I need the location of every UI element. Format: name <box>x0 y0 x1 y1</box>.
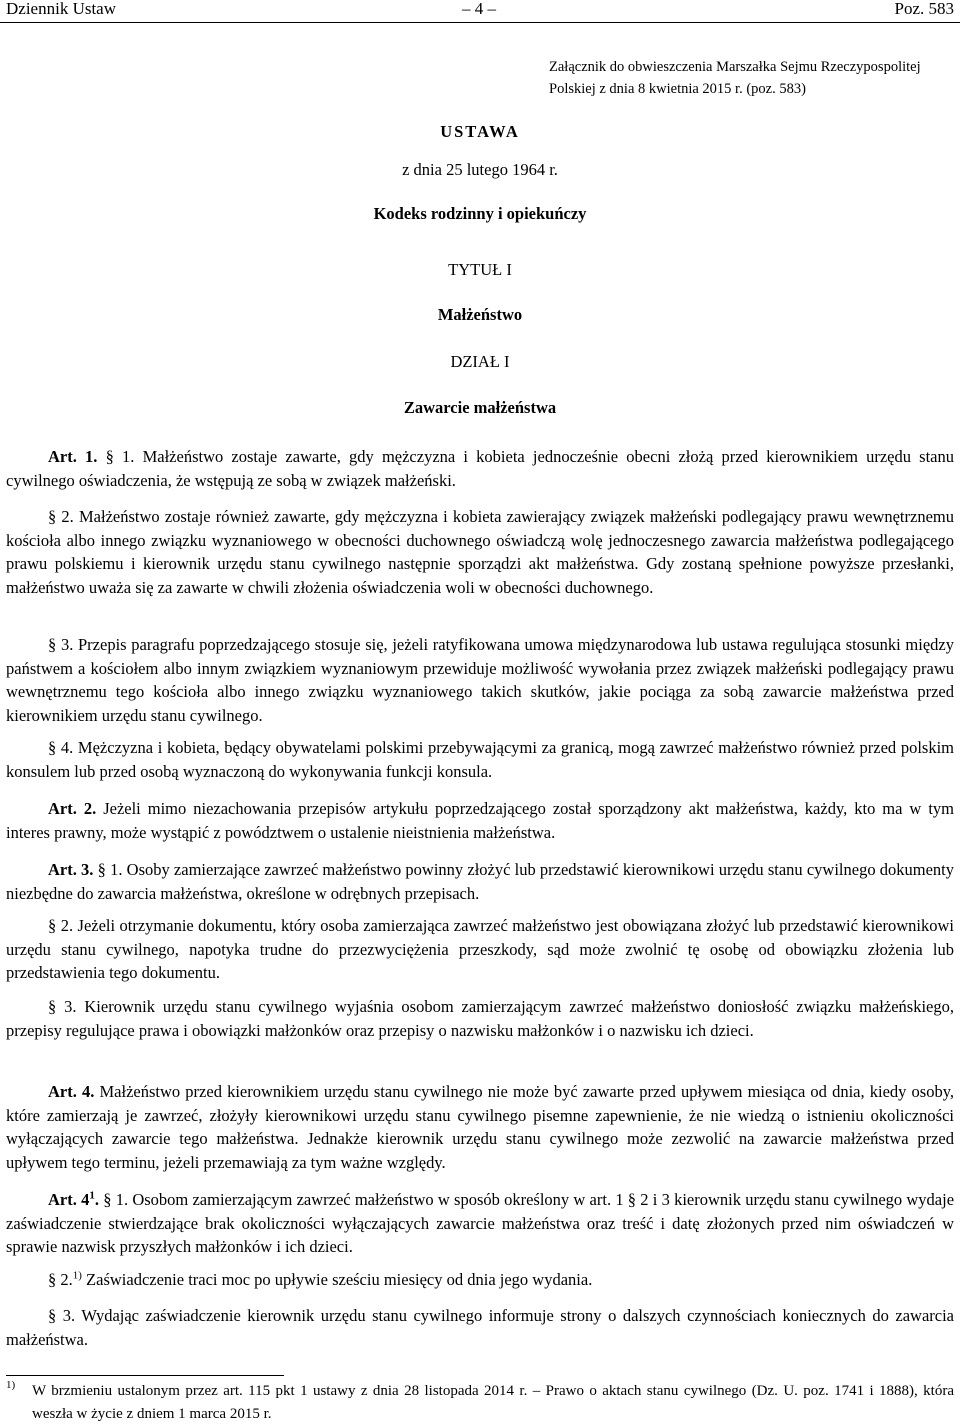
art41-label-end: . <box>94 1190 99 1209</box>
position-number: Poz. 583 <box>894 0 954 18</box>
art3-par3: § 3. Kierownik urzędu stanu cywilnego wyjaśnia osobom zamierzającym zawrzeć małżeństwo doniosłość związku małżeńskiego, przepisy regulujące prawa i obowiązki małżonków oraz przepisy o nazwisku małżonków i o nazwisku ich dzieci. <box>6 997 954 1040</box>
act-date: z dnia 25 lutego 1964 r. <box>402 160 558 179</box>
art41-par2-text: Zaświadczenie traci moc po upływie sześciu miesięcy od dnia jego wydania. <box>86 1270 593 1289</box>
art3-par2: § 2. Jeżeli otrzymanie dokumentu, który osoba zamierzająca zawrzeć małżeństwo jest obowiązana złożyć lub przedstawić kierownikowi urzędu stanu cywilnego, napotyka trudne do przezwyciężenia przeszkody, sąd może zwolnić tę osobę od obowiązku złożenia lub przedstawienia tego dokumentu. <box>6 916 954 982</box>
division-name: Zawarcie małżeństwa <box>403 398 557 417</box>
art4 <box>6 1080 954 1174</box>
footnote-ref: 1) <box>72 1269 82 1282</box>
art1-par4: § 4. Mężczyzna i kobieta, będący obywatelami polskimi przebywającymi za granicą, mogą zawrzeć małżeństwo również przed polskim konsulem lub przed osobą wyznaczoną do wykonywania funkcji konsula. <box>6 738 954 781</box>
art4-label: Art. 4. <box>48 1082 95 1101</box>
footnote-text: W brzmieniu ustalonym przez art. 115 pkt 1 ustawy z dnia 28 listopada 2014 r. – Prawo o aktach stanu cywilnego (Dz. U. poz. 1741 i 1888), która weszła w życie z dniem 1 marca 2015 r. <box>32 1383 954 1422</box>
art3-par1-text: § 1. Osoby zamierzające zawrzeć małżeństwo powinny złożyć lub przedstawić kierownikowi urzędu stanu cywilnego dokumenty niezbędne do zawarcia małżeństwa, określone w odrębnych przepisach. <box>6 860 955 903</box>
title-number: TYTUŁ I <box>448 260 512 279</box>
art3-par1 <box>6 858 954 905</box>
art1-par2: § 2. Małżeństwo zostaje również zawarte, gdy mężczyzna i kobieta zawierający związek małżeński podlegający prawu wewnętrznemu kościoła albo innego związku wyznaniowego w obecności duchownego oświadczą wolę jednoczesnego zawarcia małżeństwa podlegającego prawu polskiemu i kierownik urzędu stanu cywilnego następnie sporządzi akt małżeństwa. Gdy zostaną spełnione powyższe przesłanki, małżeństwo uważa się za zawarte w chwili złożenia oświadczenia woli w obecności duchownego. <box>6 507 954 597</box>
art41-label-main: Art. 4 <box>48 1190 90 1209</box>
page-number: – 4 – <box>462 0 496 18</box>
art1-par1 <box>6 445 954 492</box>
art41-par3: § 3. Wydając zaświadczenie kierownik urzędu stanu cywilnego informuje strony o dalszych czynnościach koniecznych do zawarcia małżeństwa. <box>6 1306 954 1349</box>
art41-par2-start: § 2. <box>48 1270 73 1289</box>
page-header <box>0 0 960 24</box>
art1-par3: § 3. Przepis paragrafu poprzedzającego stosuje się, jeżeli ratyfikowana umowa międzynarodowa lub ustawa regulująca stosunki między państwem a kościołem albo innym związkiem wyznaniowym przewiduje możliwość wywołania przez związek małżeński podlegający prawu wewnętrznemu tego kościoła albo innego związku wyznaniowego takich skutków, jakie pociąga za sobą zawarcie małżeństwa przed kierownikiem urzędu stanu cywilnego. <box>6 635 954 725</box>
header-rule <box>0 22 960 23</box>
art1-label: Art. 1. <box>48 447 98 466</box>
art2-text: Jeżeli mimo niezachowania przepisów artykułu poprzedzającego został sporządzony akt małżeństwa, każdy, kto ma w tym interes prawny, może wystąpić z powództwem o ustalenie nieistnienia małżeństwa. <box>6 799 955 842</box>
art2-label: Art. 2. <box>48 799 97 818</box>
annex-note: Załącznik do obwieszczenia Marszałka Sejmu Rzeczypospolitej Polskiej z dnia 8 kwietnia 2015 r. (poz. 583) <box>549 59 921 97</box>
journal-name: Dziennik Ustaw <box>6 0 117 18</box>
art41-label <box>48 1190 99 1209</box>
footnote-mark: 1) <box>6 1379 16 1391</box>
art41-par1-text: § 1. Osobom zamierzającym zawrzeć małżeństwo w sposób określony w art. 1 § 2 i 3 kierownik urzędu stanu cywilnego wydaje zaświadczenie stwierdzające brak okoliczności wyłączających zawarcie małżeństwa oraz treść i datę złożonych przed nim oświadczeń w sprawie nazwisk przyszłych małżonków i ich dzieci. <box>6 1190 955 1256</box>
art1-par1-text: § 1. Małżeństwo zostaje zawarte, gdy mężczyzna i kobieta jednocześnie obecni złożą przed kierownikiem urzędu stanu cywilnego oświadczenia, że wstępują ze sobą w związek małżeński. <box>6 447 955 490</box>
act-type: USTAWA <box>440 122 520 141</box>
title-name: Małżeństwo <box>437 305 523 324</box>
art41-label-sup: 1 <box>89 1189 95 1202</box>
art41-par1 <box>6 1188 954 1259</box>
art2 <box>6 797 954 844</box>
art4-text: Małżeństwo przed kierownikiem urzędu stanu cywilnego nie może być zawarte przed upływem miesiąca od dnia, kiedy osoby, które zamierzają je zawrzeć, złożyły kierownikowi urzędu stanu cywilnego pisemne zapewnienie, że nie wiedzą o istnieniu okoliczności wyłączających zawarcie tego małżeństwa. Jednakże kierownik urzędu stanu cywilnego może zezwolić na zawarcie małżeństwa przed upływem tego terminu, jeżeli przemawiają za tym ważne względy. <box>6 1082 954 1172</box>
art41-par2 <box>6 1268 954 1292</box>
footnote-rule <box>6 1375 284 1376</box>
division-number: DZIAŁ I <box>450 352 510 371</box>
art3-label: Art. 3. <box>48 860 94 879</box>
act-name: Kodeks rodzinny i opiekuńczy <box>373 204 587 223</box>
